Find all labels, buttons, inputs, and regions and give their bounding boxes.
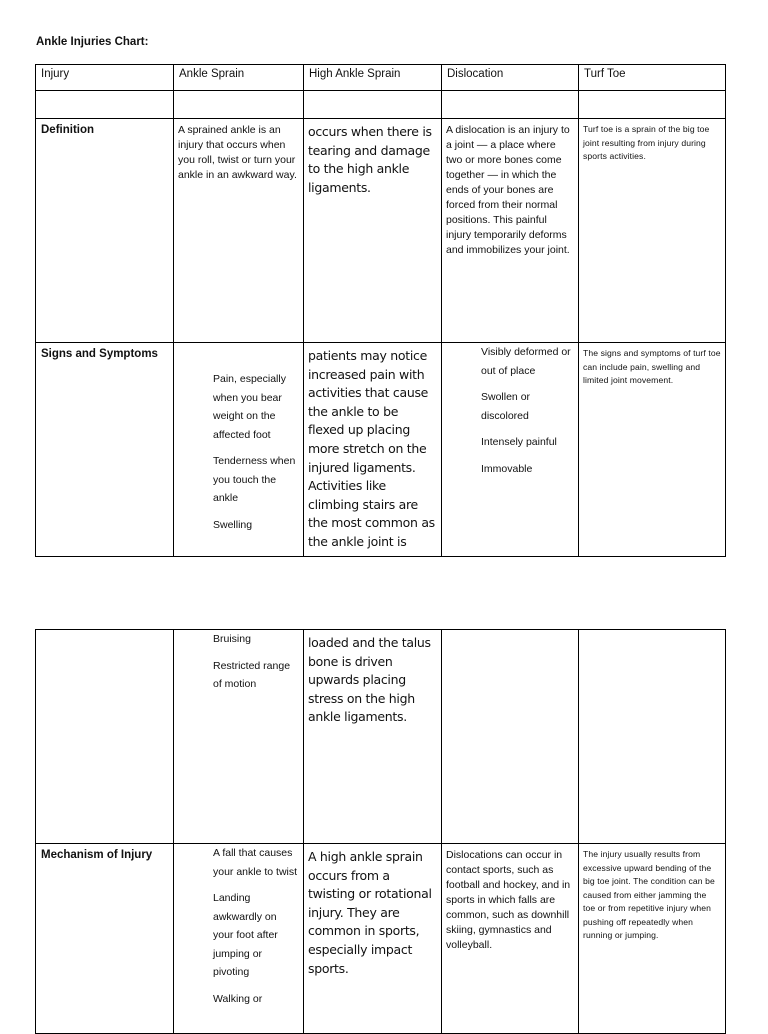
mechanism-turf-toe: The injury usually results from excessive upward bending of the big toe joint. The condition can be caused from either jamming the toe or from repetitive injury when pushing off repeatedly when running or jumping. — [579, 844, 726, 1034]
signs-cont-ankle-sprain-list — [213, 630, 299, 694]
header-dislocation: Dislocation — [442, 65, 579, 91]
spacer-row — [36, 91, 726, 119]
signs-turf-toe: The signs and symptoms of turf toe can include pain, swelling and limited joint movement. — [579, 343, 726, 557]
header-turf-toe: Turf Toe — [579, 65, 726, 91]
injuries-table-continued — [35, 629, 726, 1034]
header-row — [36, 65, 726, 91]
signs-dislocation — [442, 343, 579, 557]
mechanism-dislocation: Dislocations can occur in contact sports, such as football and hockey, and in sports in which falls are common, such as downhill skiing, gymnastics and volleyball. — [442, 844, 579, 1034]
list-item: Tenderness when you touch the ankle — [213, 455, 296, 504]
table-row-definition — [36, 119, 726, 343]
mechanism-ankle-sprain — [174, 844, 304, 1034]
list-item: Pain, especially when you bear weight on the affected foot — [213, 373, 286, 441]
list-item: Swollen or discolored — [481, 391, 531, 422]
row-label-signs: Signs and Symptoms — [36, 343, 174, 557]
signs-ankle-sprain-list — [213, 370, 299, 534]
header-injury: Injury — [36, 65, 174, 91]
list-item: Walking or — [213, 992, 263, 1005]
list-item: A fall that causes your ankle to twist — [213, 847, 298, 878]
signs-ankle-sprain — [174, 343, 304, 557]
injuries-table — [35, 64, 726, 557]
signs-cont-ankle-sprain — [174, 630, 304, 844]
signs-dislocation-list — [481, 343, 574, 478]
signs-cont-high-ankle-sprain: loaded and the talus bone is driven upwards placing stress on the high ankle ligaments. — [304, 630, 442, 844]
list-item: Bruising — [213, 633, 251, 645]
row-label-definition: Definition — [36, 119, 174, 343]
row-label-mechanism: Mechanism of Injury — [36, 844, 174, 1034]
list-item: Intensely painful — [481, 436, 557, 448]
list-item: Immovable — [481, 462, 533, 475]
table-row-mechanism — [36, 844, 726, 1034]
header-ankle-sprain: Ankle Sprain — [174, 65, 304, 91]
table-row-signs-continued — [36, 630, 726, 844]
header-high-ankle-sprain: High Ankle Sprain — [304, 65, 442, 91]
signs-high-ankle-sprain: patients may notice increased pain with activities that cause the ankle to be flexed up placing more stretch on the injured ligaments. Activities like climbing stairs are the most common as the ankle joint is — [304, 343, 442, 557]
page-title: Ankle Injuries Chart: — [36, 36, 149, 48]
mechanism-high-ankle-sprain: A high ankle sprain occurs from a twisting or rotational injury. They are common in sports, especially impact sports. — [304, 844, 442, 1034]
list-item: Visibly deformed or out of place — [481, 346, 571, 377]
definition-ankle-sprain: A sprained ankle is an injury that occurs when you roll, twist or turn your ankle in an awkward way. — [174, 119, 304, 343]
definition-turf-toe: Turf toe is a sprain of the big toe joint resulting from injury during sports activities. — [579, 119, 726, 343]
list-item: Swelling — [213, 518, 253, 531]
mechanism-ankle-sprain-list — [213, 844, 299, 1008]
list-item: Restricted range of motion — [213, 659, 291, 690]
definition-dislocation: A dislocation is an injury to a joint — a place where two or more bones come together — in which the ends of your bones are forced from their normal positions. This painful injury temporarily deforms and immobilizes your joint. — [442, 119, 579, 343]
definition-high-ankle-sprain: occurs when there is tearing and damage to the high ankle ligaments. — [304, 119, 442, 343]
table-row-signs — [36, 343, 726, 557]
list-item: Landing awkwardly on your foot after jumping or pivoting — [213, 892, 278, 978]
